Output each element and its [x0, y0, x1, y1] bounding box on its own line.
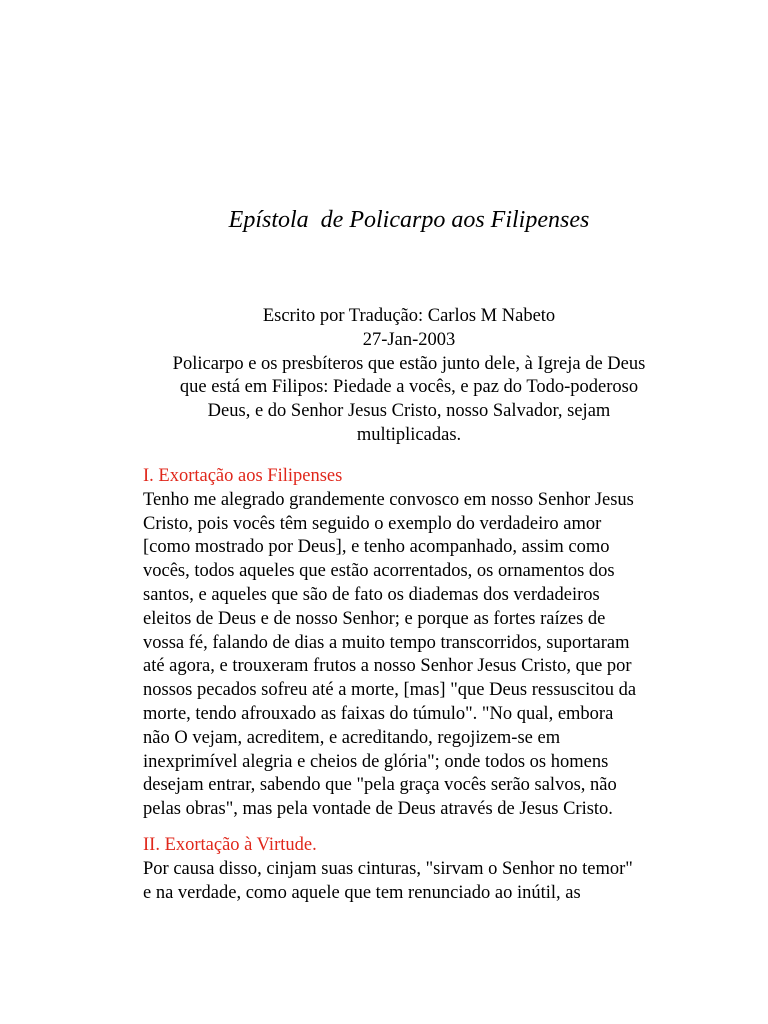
paragraph-line: vocês, todos aqueles que estão acorrentados, os ornamentos dos: [143, 561, 615, 582]
greeting-line: que está em Filipos: Piedade a vocês, e paz do Todo-poderoso: [179, 377, 639, 398]
paragraph-line: Por causa disso, cinjam suas cinturas, "sirvam o Senhor no temor": [143, 858, 633, 879]
paragraph-line: eleitos de Deus e de nosso Senhor; e porque as fortes raízes de: [143, 608, 606, 629]
paragraph-line: até agora, e trouxeram frutos a nosso Senhor Jesus Cristo, que por: [143, 656, 632, 677]
paragraph-line: Tenho me alegrado grandemente convosco em nosso Senhor Jesus: [143, 489, 634, 510]
section-exhortation-virtue: [143, 834, 683, 905]
greeting-line: Policarpo e os presbíteros que estão junto dele, à Igreja de Deus: [172, 353, 646, 374]
section-exhortation-philippians: [143, 465, 683, 822]
paragraph-line: Cristo, pois vocês têm seguido o exemplo do verdadeiro amor: [143, 513, 602, 534]
paragraph-line: vossa fé, falando de dias a muito tempo transcorridos, suportaram: [143, 632, 630, 653]
section-heading: II. Exortação à Virtude.: [143, 835, 317, 855]
paragraph-line: pelas obras", mas pela vontade de Deus através de Jesus Cristo.: [143, 799, 613, 820]
section-heading: I. Exortação aos Filipenses: [143, 466, 343, 486]
greeting-line: multiplicadas.: [356, 424, 462, 445]
paragraph-line: e na verdade, como aquele que tem renunciado ao inútil, as: [143, 882, 581, 903]
paragraph-line: nossos pecados sofreu até a morte, [mas] "que Deus ressuscitou da: [143, 680, 637, 701]
paragraph-line: santos, e aqueles que são de fato os diademas dos verdadeiros: [143, 584, 600, 605]
greeting-line: Deus, e do Senhor Jesus Cristo, nosso Salvador, sejam: [207, 401, 611, 422]
document-title: Epístola de Policarpo aos Filipenses: [228, 207, 590, 233]
paragraph-line: desejam entrar, sabendo que "pela graça vocês serão salvos, não: [143, 775, 617, 796]
paragraph-line: inexprimível alegria e cheios de glória"; onde todos os homens: [143, 751, 609, 772]
paragraph-line: morte, tendo afrouxado as faixas do túmulo". "No qual, embora: [143, 703, 614, 724]
byline-date: 27-Jan-2003: [362, 329, 456, 350]
byline-block: [143, 305, 675, 448]
byline-author: Escrito por Tradução: Carlos M Nabeto: [262, 306, 556, 326]
paragraph-line: não O vejam, acreditem, e acreditando, regojizem-se em: [143, 727, 561, 748]
paragraph-line: [como mostrado por Deus], e tenho acompanhado, assim como: [143, 537, 610, 558]
